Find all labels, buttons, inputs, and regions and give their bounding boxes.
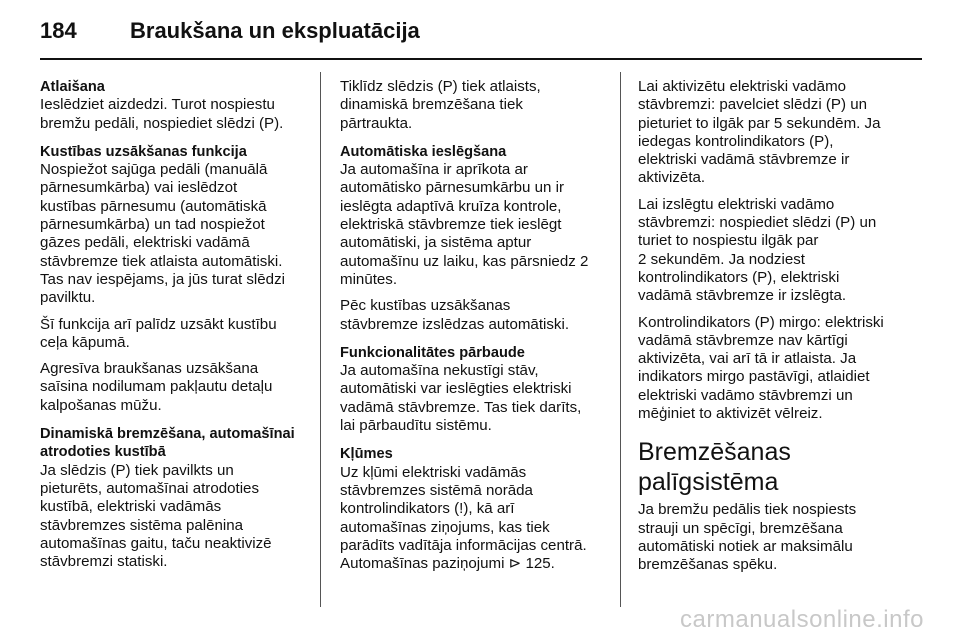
paragraph <box>40 360 302 415</box>
text-line: vadāmā stāvbremze nav kārtīgi <box>638 331 848 349</box>
text-line: indikators mirgo pastāvīgi, atlaidiet <box>638 368 870 386</box>
section <box>340 445 602 573</box>
section-heading: Atlaišana <box>40 79 105 95</box>
text-line: Lai aktivizētu elektriski vadāmo <box>638 78 847 95</box>
text-line: automātiski, ja sistēma aptur <box>340 234 532 252</box>
text-line: Pēc kustības uzsākšanas <box>340 297 511 315</box>
text-line: vadāmā stāvbremze ir izslēgta. <box>638 287 847 305</box>
text-line: stāvbremze izslēdzas automātiski. <box>340 315 570 333</box>
text-line: automašīnu uz laiku, kas pārsniedz 2 <box>340 252 589 270</box>
text-line: Tiklīdz slēdzis (P) tiek atlaists, <box>340 78 541 95</box>
text-line: mēģiniet to aktivizēt vēlreiz. <box>638 405 823 423</box>
text-line: elektriskā stāvbremze tiek ieslēgt <box>340 216 562 234</box>
text-line: pārnesumkārba) vai ieslēdzot <box>40 179 238 197</box>
text-line: elektriski vadāmo stāvbremzi un <box>638 386 853 404</box>
text-line: stāvbremze tiek atlaista automātiski. <box>40 252 283 270</box>
text-line: Ieslēdziet aizdedzi. Turot nospiestu <box>40 96 275 114</box>
paragraph <box>340 161 602 289</box>
text-column-2 <box>340 78 602 583</box>
paragraph <box>40 161 302 307</box>
text-line: Nospiežot sajūga pedāli (manuālā <box>40 161 268 179</box>
text-line: Šī funkcija arī palīdz uzsākt kustību <box>40 315 277 333</box>
text-line: Tas nav iespējams, ja jūs turat slēdzi <box>40 270 285 288</box>
text-line: parādīts vadītāja informācijas centrā. <box>340 536 587 554</box>
paragraph <box>340 78 602 133</box>
text-line: bremzēšanas spēku. <box>638 556 778 574</box>
column-divider <box>320 72 321 607</box>
text-line: 2 sekundēm. Ja nodziest <box>638 250 805 268</box>
page-title: Braukšana un ekspluatācija <box>130 18 420 43</box>
text-line: dinamiskā bremzēšana tiek <box>340 96 523 114</box>
text-line: pavilktu. <box>40 289 96 307</box>
text-line: strauji un spēcīgi, bremzēšana <box>638 519 843 537</box>
text-line: minūtes. <box>340 270 398 288</box>
text-line: Uz kļūmi elektriski vadāmās <box>340 463 527 481</box>
text-line: Ja slēdzis (P) tiek pavilkts un <box>40 461 234 479</box>
paragraph <box>638 196 900 306</box>
chapter-heading <box>638 437 900 497</box>
text-line: Ja bremžu pedālis tiek nospiests <box>638 501 857 519</box>
text-line: Bremzēšanas <box>638 438 791 467</box>
section-heading: Kustības uzsākšanas funkcija <box>40 143 247 160</box>
paragraph <box>40 316 302 353</box>
text-line: Dinamiskā bremzēšana, automašīnai <box>40 426 295 443</box>
text-line: stāvbremzi: pavelciet slēdzi (P) un <box>638 96 868 114</box>
text-line: iedegas kontrolindikators (P), <box>638 132 834 150</box>
section <box>40 425 302 571</box>
text-line: aktivizēta, vai arī tā ir atlaista. Ja <box>638 350 857 368</box>
text-line: kustības pārnesumu (automātiskā <box>40 197 267 215</box>
text-line: Ja automašīna nekustīgi stāv, <box>340 362 539 380</box>
text-line: aktivizēta. <box>638 169 706 187</box>
paragraph <box>638 78 900 188</box>
text-line: Agresīva braukšanas uzsākšana <box>40 360 259 378</box>
section-heading: Funkcionalitātes pārbaude <box>340 344 525 361</box>
text-line: ieslēgta adaptīvā kruīza kontrole, <box>340 197 562 215</box>
text-line: automātiski notiek ar maksimālu <box>638 537 853 555</box>
text-line: palīgsistēma <box>638 468 779 497</box>
section <box>340 78 602 133</box>
page-number: 184 <box>40 18 77 43</box>
text-line: Ja automašīna ir aprīkota ar <box>340 161 528 179</box>
text-line: automašīnas ziņojums, kas tiek <box>340 518 550 536</box>
watermark: carmanualsonline.info <box>680 606 924 633</box>
header-rule <box>40 58 922 60</box>
text-line: bremžu pedāli, nospiediet slēdzi (P). <box>40 114 284 132</box>
text-line: Automašīnas paziņojumi ⊳ 125. <box>340 555 555 573</box>
section <box>340 344 602 435</box>
section <box>40 78 302 133</box>
text-column-1 <box>40 78 302 581</box>
page-header <box>40 18 920 48</box>
paragraph <box>40 96 302 133</box>
text-line: automātiski var ieslēgties elektriski <box>340 380 572 398</box>
paragraph <box>340 362 602 435</box>
text-line: pārtraukta. <box>340 114 413 132</box>
text-line: vadāmā stāvbremze. Tas tiek darīts, <box>340 398 582 416</box>
text-line: kustībā, elektriski vadāmās <box>40 498 222 516</box>
text-line: gāzes pedāli, elektriski vadāmā <box>40 234 250 252</box>
text-line: automātisko pārnesumkārbu un ir <box>340 179 565 197</box>
section <box>638 78 900 423</box>
text-line: lai pārbaudītu sistēmu. <box>340 417 492 435</box>
text-line: Kontrolindikators (P) mirgo: elektriski <box>638 313 884 331</box>
text-line: kontrolindikators (P), elektriski <box>638 268 840 286</box>
text-line: stāvbremzi statiski. <box>40 553 168 571</box>
paragraph <box>638 314 900 424</box>
section <box>340 143 602 334</box>
section <box>40 143 302 415</box>
text-line: automašīnas gaitu, taču neaktivizē <box>40 534 272 552</box>
text-line: stāvbremzi: nospiediet slēdzi (P) un <box>638 214 877 232</box>
text-line: kontrolindikators (!), kā arī <box>340 500 515 518</box>
text-line: stāvbremzes sistēma palēnina <box>40 516 244 534</box>
text-column-3 <box>638 78 900 585</box>
text-line: Lai izslēgtu elektriski vadāmo <box>638 195 835 213</box>
column-divider <box>620 72 621 607</box>
paragraph <box>638 501 900 574</box>
paragraph <box>340 297 602 334</box>
text-line: pieturiet to ilgāk par 5 sekundēm. Ja <box>638 114 881 132</box>
text-line: turiet to nospiestu ilgāk par <box>638 232 819 250</box>
text-line: ceļa kāpumā. <box>40 333 130 351</box>
text-line: pieturēts, automašīnai atrodoties <box>40 479 259 497</box>
section-heading: Kļūmes <box>340 446 393 463</box>
text-line: kalpošanas mūžu. <box>40 396 162 414</box>
text-line: stāvbremzes sistēmā norāda <box>340 481 533 499</box>
section <box>638 437 900 574</box>
text-line: pārnesumkārba) un tad nospiežot <box>40 216 265 234</box>
paragraph <box>340 464 602 574</box>
section-heading: Automātiska ieslēgšana <box>340 143 507 160</box>
text-line: elektriski vadāmā stāvbremze ir <box>638 151 850 169</box>
text-line: atrodoties kustībā <box>40 444 166 461</box>
text-line: saīsina nodilumam pakļautu detaļu <box>40 378 273 396</box>
section-heading <box>40 425 302 462</box>
paragraph <box>40 462 302 572</box>
